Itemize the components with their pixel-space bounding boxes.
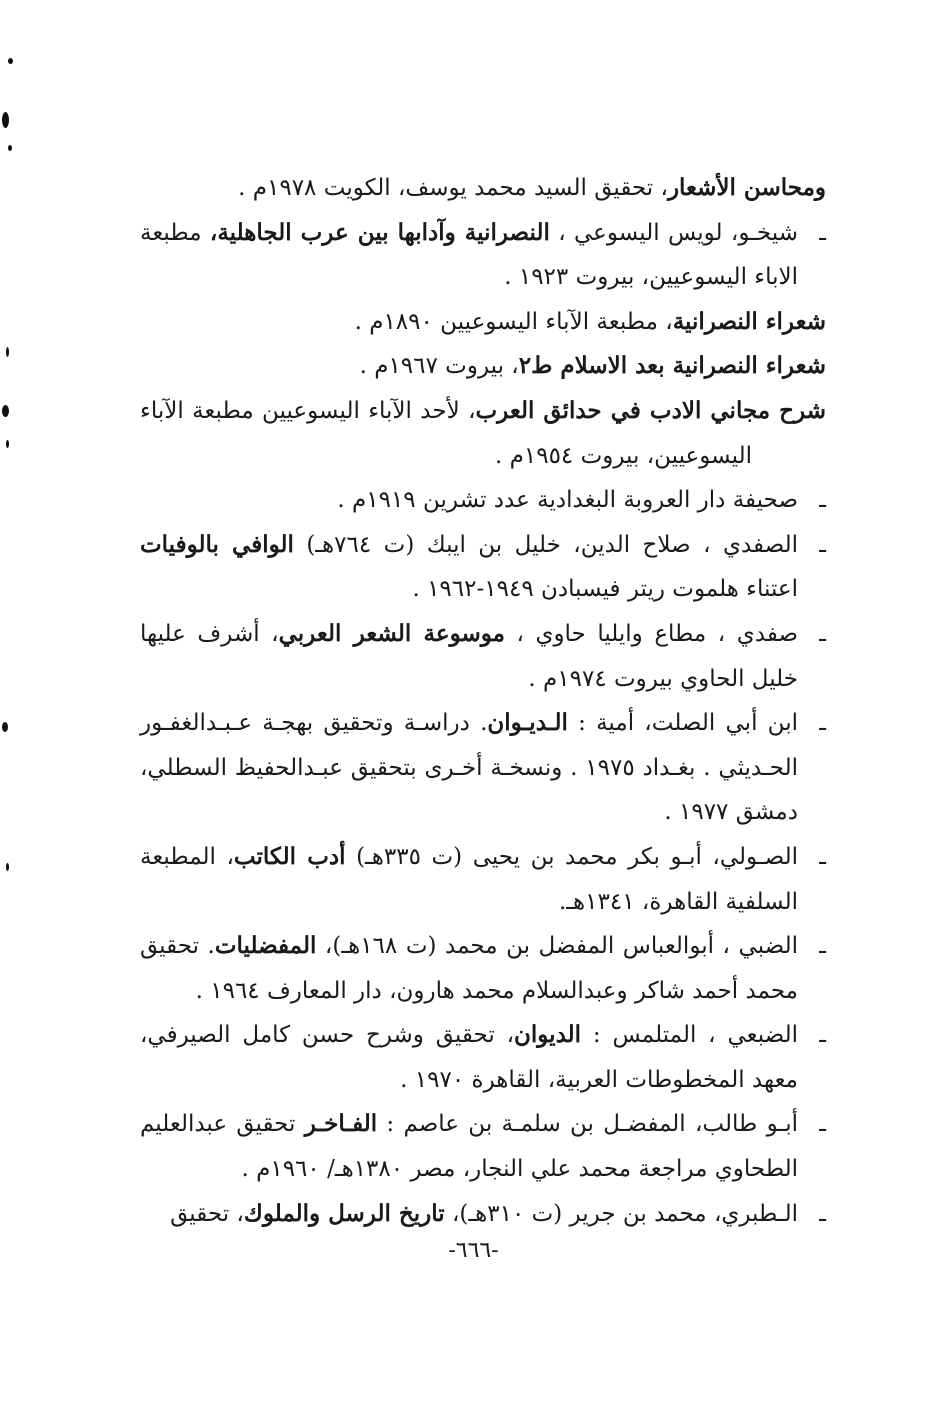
entry-dash: ـ	[819, 487, 826, 514]
scan-speck	[6, 863, 9, 871]
entry-title: النصرانية وآدابها بين عرب الجاهلية،	[209, 218, 550, 246]
entry-text: اعتناء هلموت ريتر فيسبادن ١٩٤٩-١٩٦٢ .	[412, 576, 798, 603]
entry-text: شيخـو، لويس اليسوعي ،	[549, 219, 798, 246]
scan-speck	[8, 58, 13, 64]
bibliography-entry	[140, 523, 826, 612]
entry-text: صفدي ، مطاع وايليا حاوي ،	[504, 620, 798, 647]
entry-title: ومحاسن الأشعار	[667, 174, 826, 201]
bibliography-entry	[140, 1192, 826, 1237]
entry-text: ، مطبعة الآباء اليسوعيين ١٨٩٠م .	[354, 308, 673, 335]
entry-title: الوافي بالوفيات	[140, 530, 294, 558]
entry-text: ، تحقيق وشرح حسن كامل الصيرفي، معهد المخطوطات العربية، القاهرة ١٩٧٠ .	[140, 1022, 798, 1093]
bibliography-entry	[140, 211, 826, 300]
entry-text: الضبعي ، المتلمس :	[581, 1022, 798, 1049]
bibliography-entry	[140, 1013, 826, 1102]
entry-title: المفضليات	[214, 932, 317, 960]
entry-text: الـطبري، محمد بن جرير (ت ٣١٠هـ)،	[444, 1200, 798, 1227]
entry-dash: ـ	[819, 1111, 826, 1138]
entry-text: ، تحقيق	[170, 1200, 244, 1227]
entry-title: الفـاخـر	[304, 1110, 378, 1138]
entry-text: أبـو طالب، المفضـل بن سلمـة بن عاصم :	[377, 1111, 798, 1138]
bibliography-entry	[140, 478, 826, 523]
entry-title: أدب الكاتب	[233, 842, 346, 870]
bibliography-list	[140, 166, 826, 1236]
entry-title: موسوعة الشعر العربي	[278, 619, 505, 647]
entry-dash: ـ	[819, 710, 826, 737]
page-number: -٦٦٦-	[448, 1238, 499, 1263]
entry-text: ، المطبعة السلفية القاهرة، ١٣٤١هـ.	[140, 843, 798, 915]
bibliography-entry	[140, 835, 826, 924]
scan-speck	[6, 347, 9, 357]
scan-speck	[8, 145, 12, 151]
scan-speck	[6, 440, 9, 448]
entry-text: صحيفة دار العروبة البغدادية عدد تشرين ١٩١٩م .	[337, 487, 798, 514]
bibliography-entry	[140, 344, 826, 389]
entry-text: ، أشرف عليها خليل الحاوي بيروت ١٩٧٤م .	[140, 620, 798, 692]
entry-text: الضبي ، أبوالعباس المفضل بن محمد (ت ١٦٨هـ)،	[316, 933, 798, 960]
entry-title: تاريخ الرسل والملوك	[243, 1199, 445, 1227]
entry-text: مطبعة الاباء اليسوعيين، بيروت ١٩٢٣ .	[140, 219, 798, 291]
entry-dash: ـ	[819, 1022, 826, 1049]
entry-text: تحقيق عبدالعليم الطحاوي مراجعة محمد علي النجار، مصر ١٣٨٠هـ/ ١٩٦٠م .	[140, 1111, 798, 1183]
entry-title: شعراء النصرانية	[672, 307, 826, 335]
bibliography-entry	[140, 1102, 826, 1191]
entry-text: ، بيروت ١٩٦٧م .	[359, 353, 519, 380]
entry-title: شرح مجاني الادب في حدائق العرب	[475, 396, 826, 424]
entry-text: ، لأحد الآباء اليسوعيين مطبعة الآباء اليسوعيين، بيروت ١٩٥٤م .	[140, 397, 752, 469]
bibliography-entry	[140, 166, 826, 211]
entry-title: شعراء النصرانية بعد الاسلام ط٢	[518, 352, 826, 380]
scan-speck	[2, 405, 9, 417]
entry-dash: ـ	[819, 843, 826, 870]
bibliography-entry	[140, 701, 826, 835]
entry-dash: ـ	[819, 1200, 826, 1227]
entry-text: ، تحقيق السيد محمد يوسف، الكويت ١٩٧٨م .	[238, 175, 668, 201]
entry-title: الديوان	[514, 1021, 582, 1049]
entry-dash: ـ	[819, 219, 826, 246]
scan-speck	[2, 722, 8, 732]
entry-text: . تحقيق محمد أحمد شاكر وعبدالسلام محمد هارون، دار المعارف ١٩٦٤ .	[140, 933, 798, 1004]
bibliography-entry	[140, 389, 826, 478]
entry-title: الـديـوان	[487, 709, 568, 737]
entry-dash: ـ	[819, 531, 826, 558]
bibliography-entry	[140, 300, 826, 345]
bibliography-entry	[140, 612, 826, 701]
bibliography-entry	[140, 924, 826, 1013]
entry-dash: ـ	[819, 620, 826, 647]
entry-text: الصفدي ، صلاح الدين، خليل بن ايبك (ت ٧٦٤هـ)	[293, 531, 798, 558]
entry-dash: ـ	[819, 933, 826, 960]
entry-text: الصـولي، أبـو بكر محمد بن يحيى (ت ٣٣٥هـ)	[345, 843, 798, 870]
entry-text: ابن أبي الصلت، أمية :	[567, 710, 798, 737]
entry-text: . دراسـة وتحقيق بهجـة عـبـدالغفـور الحـديثي . بغـداد ١٩٧٥ . ونسخـة أخـرى بتحقيق عبـدالحفيظ السطلي، دمشق ١٩٧٧ .	[140, 710, 798, 826]
scan-speck	[2, 112, 9, 128]
